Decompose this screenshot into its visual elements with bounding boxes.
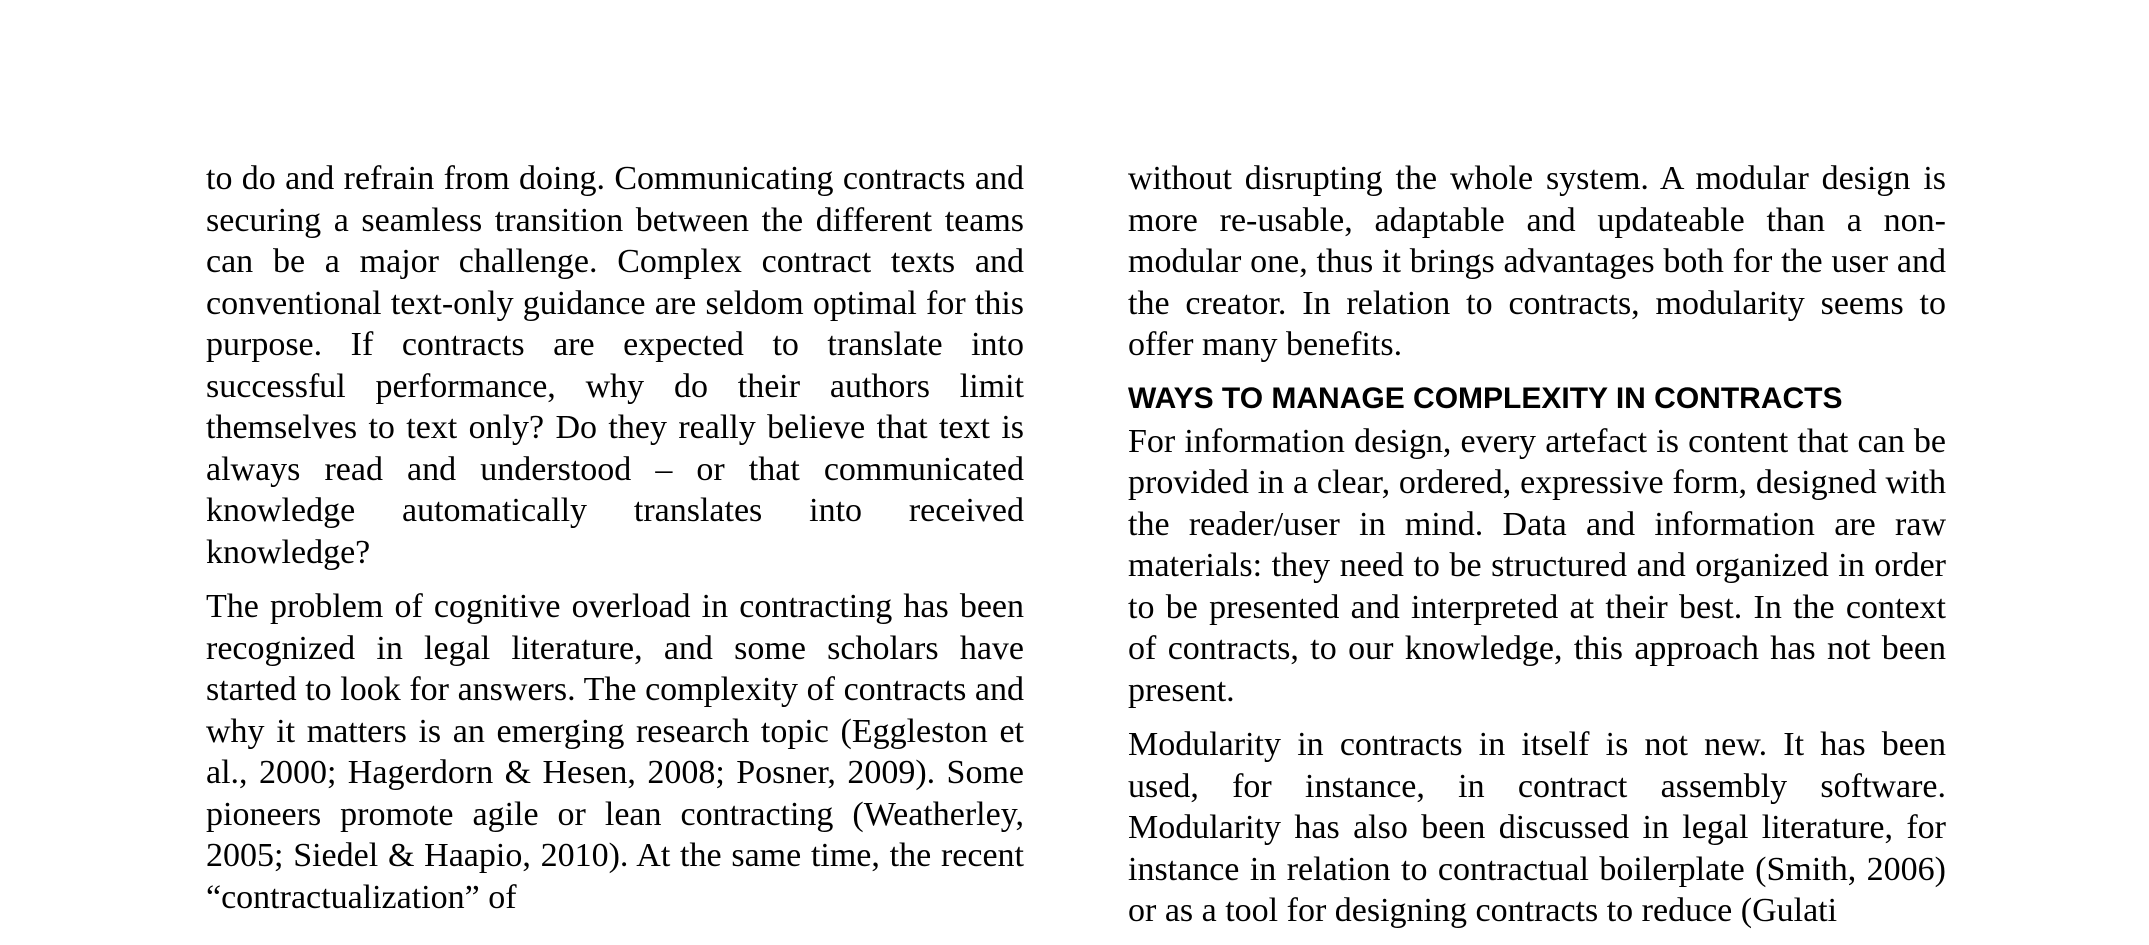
- right-intro-paragraph: without disrupting the whole system. A modular design is more re-usable, adaptable and updateable than a non-modular one, thus it brings advantages both for the user and the creator. In relation to contracts, modularity seems to offer many benefits.: [1128, 160, 1946, 363]
- right-paragraph-1: For information design, every artefact is content that can be provided in a clear, ordered, expressive form, designed with the reader/user in mind. Data and information are raw materials: they need to be structured and organized in order to be presented and interpreted at their best. In the context of contracts, to our knowledge, this approach has not been present.: [1128, 422, 1946, 709]
- left-paragraph-1: to do and refrain from doing. Communicating contracts and securing a seamless transition between the different teams can be a major challenge. Complex contract texts and conventional text-only guidance are seldom optimal for this purpose. If contracts are expected to translate into successful performance, why do their authors limit themselves to text only? Do they really believe that text is always read and understood – or that communicated knowledge automatically translates into received knowledge?: [206, 160, 1024, 571]
- right-column: [1128, 158, 1946, 945]
- left-column: [206, 158, 1024, 931]
- left-paragraph-2: The problem of cognitive overload in contracting has been recognized in legal literature, and some scholars have started to look for answers. The complexity of contracts and why it matters is an emerging research topic (Eggleston et al., 2000; Hagerdorn & Hesen, 2008; Posner, 2009). Some pioneers promote agile or lean contracting (Weatherley, 2005; Siedel & Haapio, 2010). At the same time, the recent “contractualization” of: [206, 588, 1024, 916]
- section-heading: WAYS TO MANAGE COMPLEXITY IN CONTRACTS: [1128, 381, 1843, 415]
- right-paragraph-2: Modularity in contracts in itself is not new. It has been used, for instance, in contract assembly software. Modularity has also been discussed in legal literature, for instance in relation to contractual boilerplate (Smith, 2006) or as a tool for designing contracts to reduce (Gulati: [1128, 726, 1946, 929]
